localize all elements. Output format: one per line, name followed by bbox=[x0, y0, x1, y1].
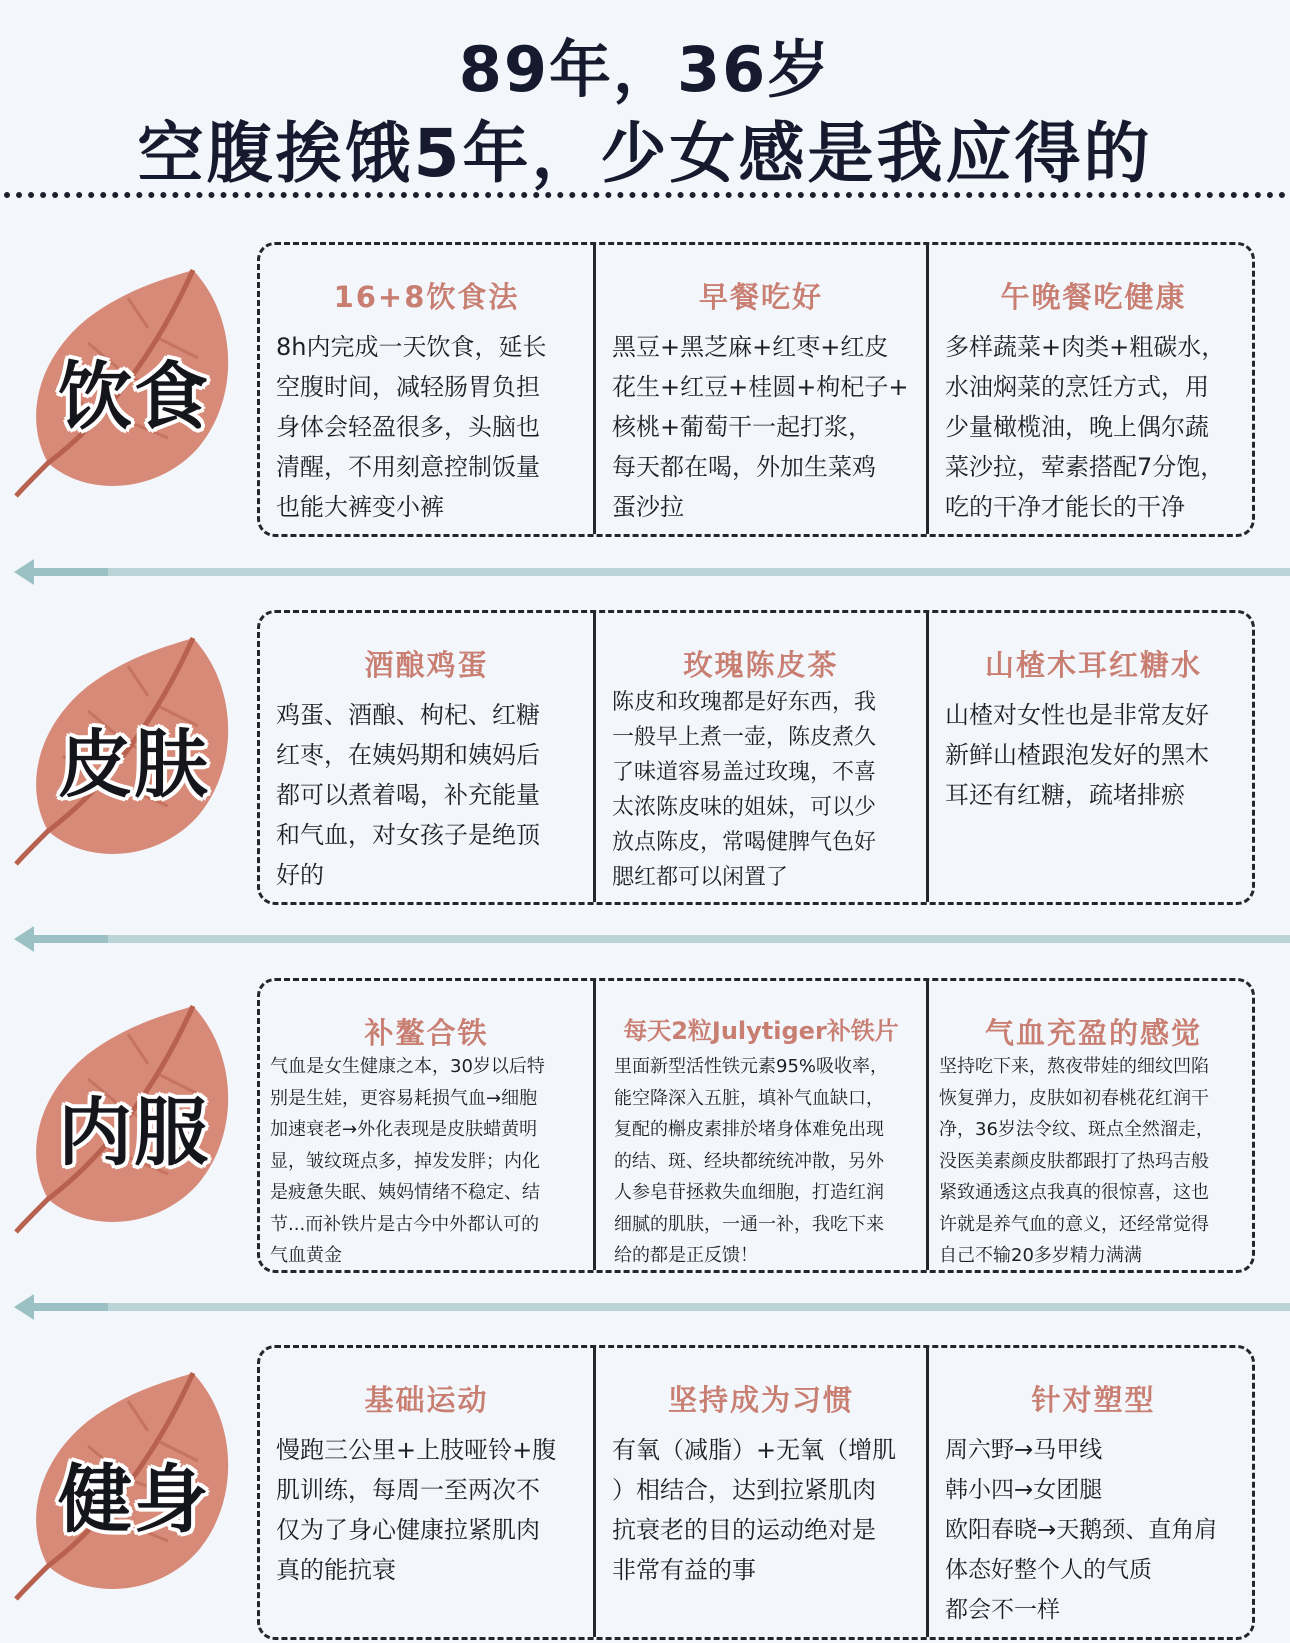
leaf-icon bbox=[8, 248, 243, 508]
card-body: 黑豆+黑芝麻+红枣+红皮 花生+红豆+桂圆+枸杞子+ 核桃+葡萄干一起打浆， 每天都在喝，外加生菜鸡 蛋沙拉 bbox=[612, 333, 909, 521]
card-title: 基础运动 bbox=[364, 1383, 489, 1417]
leaf-icon bbox=[8, 616, 243, 876]
dotted-divider bbox=[4, 192, 1286, 198]
card-title: 山楂木耳红糖水 bbox=[984, 648, 1202, 682]
card bbox=[926, 1348, 1258, 1637]
card-group bbox=[257, 610, 1255, 905]
section-label: 皮肤 bbox=[58, 722, 210, 808]
card-body: 山楂对女性也是非常友好 新鲜山楂跟泡发好的黑木 耳还有红糖，疏堵排瘀 bbox=[945, 701, 1209, 809]
card-title: 每天2粒Julytiger补铁片 bbox=[623, 1017, 899, 1045]
card-title: 午晚餐吃健康 bbox=[1000, 280, 1187, 314]
card-body: 慢跑三公里+上肢哑铃+腹 肌训练，每周一至两次不 仅为了身心健康拉紧肌肉 真的能抗衰 bbox=[276, 1436, 557, 1584]
card-group bbox=[257, 978, 1255, 1273]
card-title: 补鳌合铁 bbox=[364, 1016, 489, 1050]
card-title: 酒酿鸡蛋 bbox=[364, 648, 489, 682]
arrow-divider bbox=[14, 1300, 1290, 1314]
section-internal bbox=[0, 978, 1290, 1278]
card bbox=[593, 245, 926, 534]
card-body: 8h内完成一天饮食，延长 空腹时间，减轻肠胃负担 身体会轻盈很多，头脑也 清醒，不用刻意控制饭量 也能大裤变小裤 bbox=[276, 333, 547, 521]
card-title: 针对塑型 bbox=[1031, 1383, 1156, 1417]
leaf-icon bbox=[8, 1351, 243, 1611]
section-skin bbox=[0, 610, 1290, 910]
card-title: 气血充盈的感觉 bbox=[984, 1016, 1202, 1050]
card bbox=[593, 1348, 926, 1637]
card bbox=[593, 613, 926, 902]
card-body: 多样蔬菜+肉类+粗碳水， 水油焖菜的烹饪方式，用 少量橄榄油，晚上偶尔蔬 菜沙拉，荤素搭配7分饱， 吃的干净才能长的干净 bbox=[945, 333, 1226, 521]
card bbox=[260, 1348, 593, 1637]
card-group bbox=[257, 242, 1255, 537]
arrow-divider bbox=[14, 932, 1290, 946]
card-body: 坚持吃下来，熬夜带娃的细纹凹陷 恢复弹力，皮肤如初春桃花红润干 净，36岁法令纹、斑点全然溜走， 没医美素颜皮肤都跟打了热玛吉般 紧致通透这点我真的很惊喜，这也 许就是养气血的意义，还经常觉得 自己不输20多岁精力满满 bbox=[939, 1056, 1214, 1266]
card bbox=[260, 981, 593, 1270]
card-title: 早餐吃好 bbox=[698, 280, 823, 314]
card-title: 16+8饮食法 bbox=[333, 280, 520, 314]
section-label: 健身 bbox=[58, 1457, 210, 1543]
card-body: 里面新型活性铁元素95%吸收率， 能空降深入五脏，填补气血缺口， 复配的槲皮素排於堵身体难免出现 的结、斑、经块都统统冲散，另外 人参皂苷拯救失血细胞，打造红润 细腻的肌肤，一通一补，我吃下来 给的都是正反馈！ bbox=[614, 1056, 889, 1266]
card bbox=[260, 613, 593, 902]
card-body: 鸡蛋、酒酿、枸杞、红糖 红枣，在姨妈期和姨妈后 都可以煮着喝，补充能量 和气血，对女孩子是绝顶 好的 bbox=[276, 701, 540, 889]
card-body: 陈皮和玫瑰都是好东西，我 一般早上煮一壶，陈皮煮久 了味道容易盖过玫瑰，不喜 太浓陈皮味的姐妹，可以少 放点陈皮，常喝健脾气色好 腮红都可以闲置了 bbox=[612, 690, 877, 890]
card bbox=[926, 613, 1258, 902]
section-label: 内服 bbox=[58, 1090, 210, 1176]
card-title: 玫瑰陈皮茶 bbox=[683, 648, 839, 682]
card bbox=[926, 245, 1258, 534]
card bbox=[260, 245, 593, 534]
card bbox=[593, 981, 926, 1270]
card bbox=[926, 981, 1258, 1270]
leaf-icon bbox=[8, 984, 243, 1244]
card-group bbox=[257, 1345, 1255, 1640]
title-line-2: 空腹挨饿5年，少女感是我应得的 bbox=[137, 115, 1153, 192]
section-label: 饮食 bbox=[58, 354, 210, 440]
card-body: 周六野→马甲线 韩小四→女团腿 欧阳春晓→天鹅颈、直角肩 体态好整个人的气质 都会不一样 bbox=[945, 1437, 1218, 1623]
card-body: 气血是女生健康之本，30岁以后特 别是生娃，更容易耗损气血→细胞 加速衰老→外化表现是皮肤蜡黄明 显，皱纹斑点多，掉发发胖；内化 是疲惫失眠、姨妈情绪不稳定、结 节...而补铁片是古今中外都认可的 气血黄金 bbox=[270, 1056, 545, 1266]
title-line-1: 89年，36岁 bbox=[458, 33, 832, 106]
card-body: 有氧（减脂）+无氧（增肌 ）相结合，达到拉紧肌肉 抗衰老的目的运动绝对是 非常有益的事 bbox=[612, 1436, 897, 1584]
section-fitness bbox=[0, 1345, 1290, 1643]
arrow-divider bbox=[14, 565, 1290, 579]
section-diet bbox=[0, 242, 1290, 542]
card-title: 坚持成为习惯 bbox=[667, 1383, 854, 1417]
